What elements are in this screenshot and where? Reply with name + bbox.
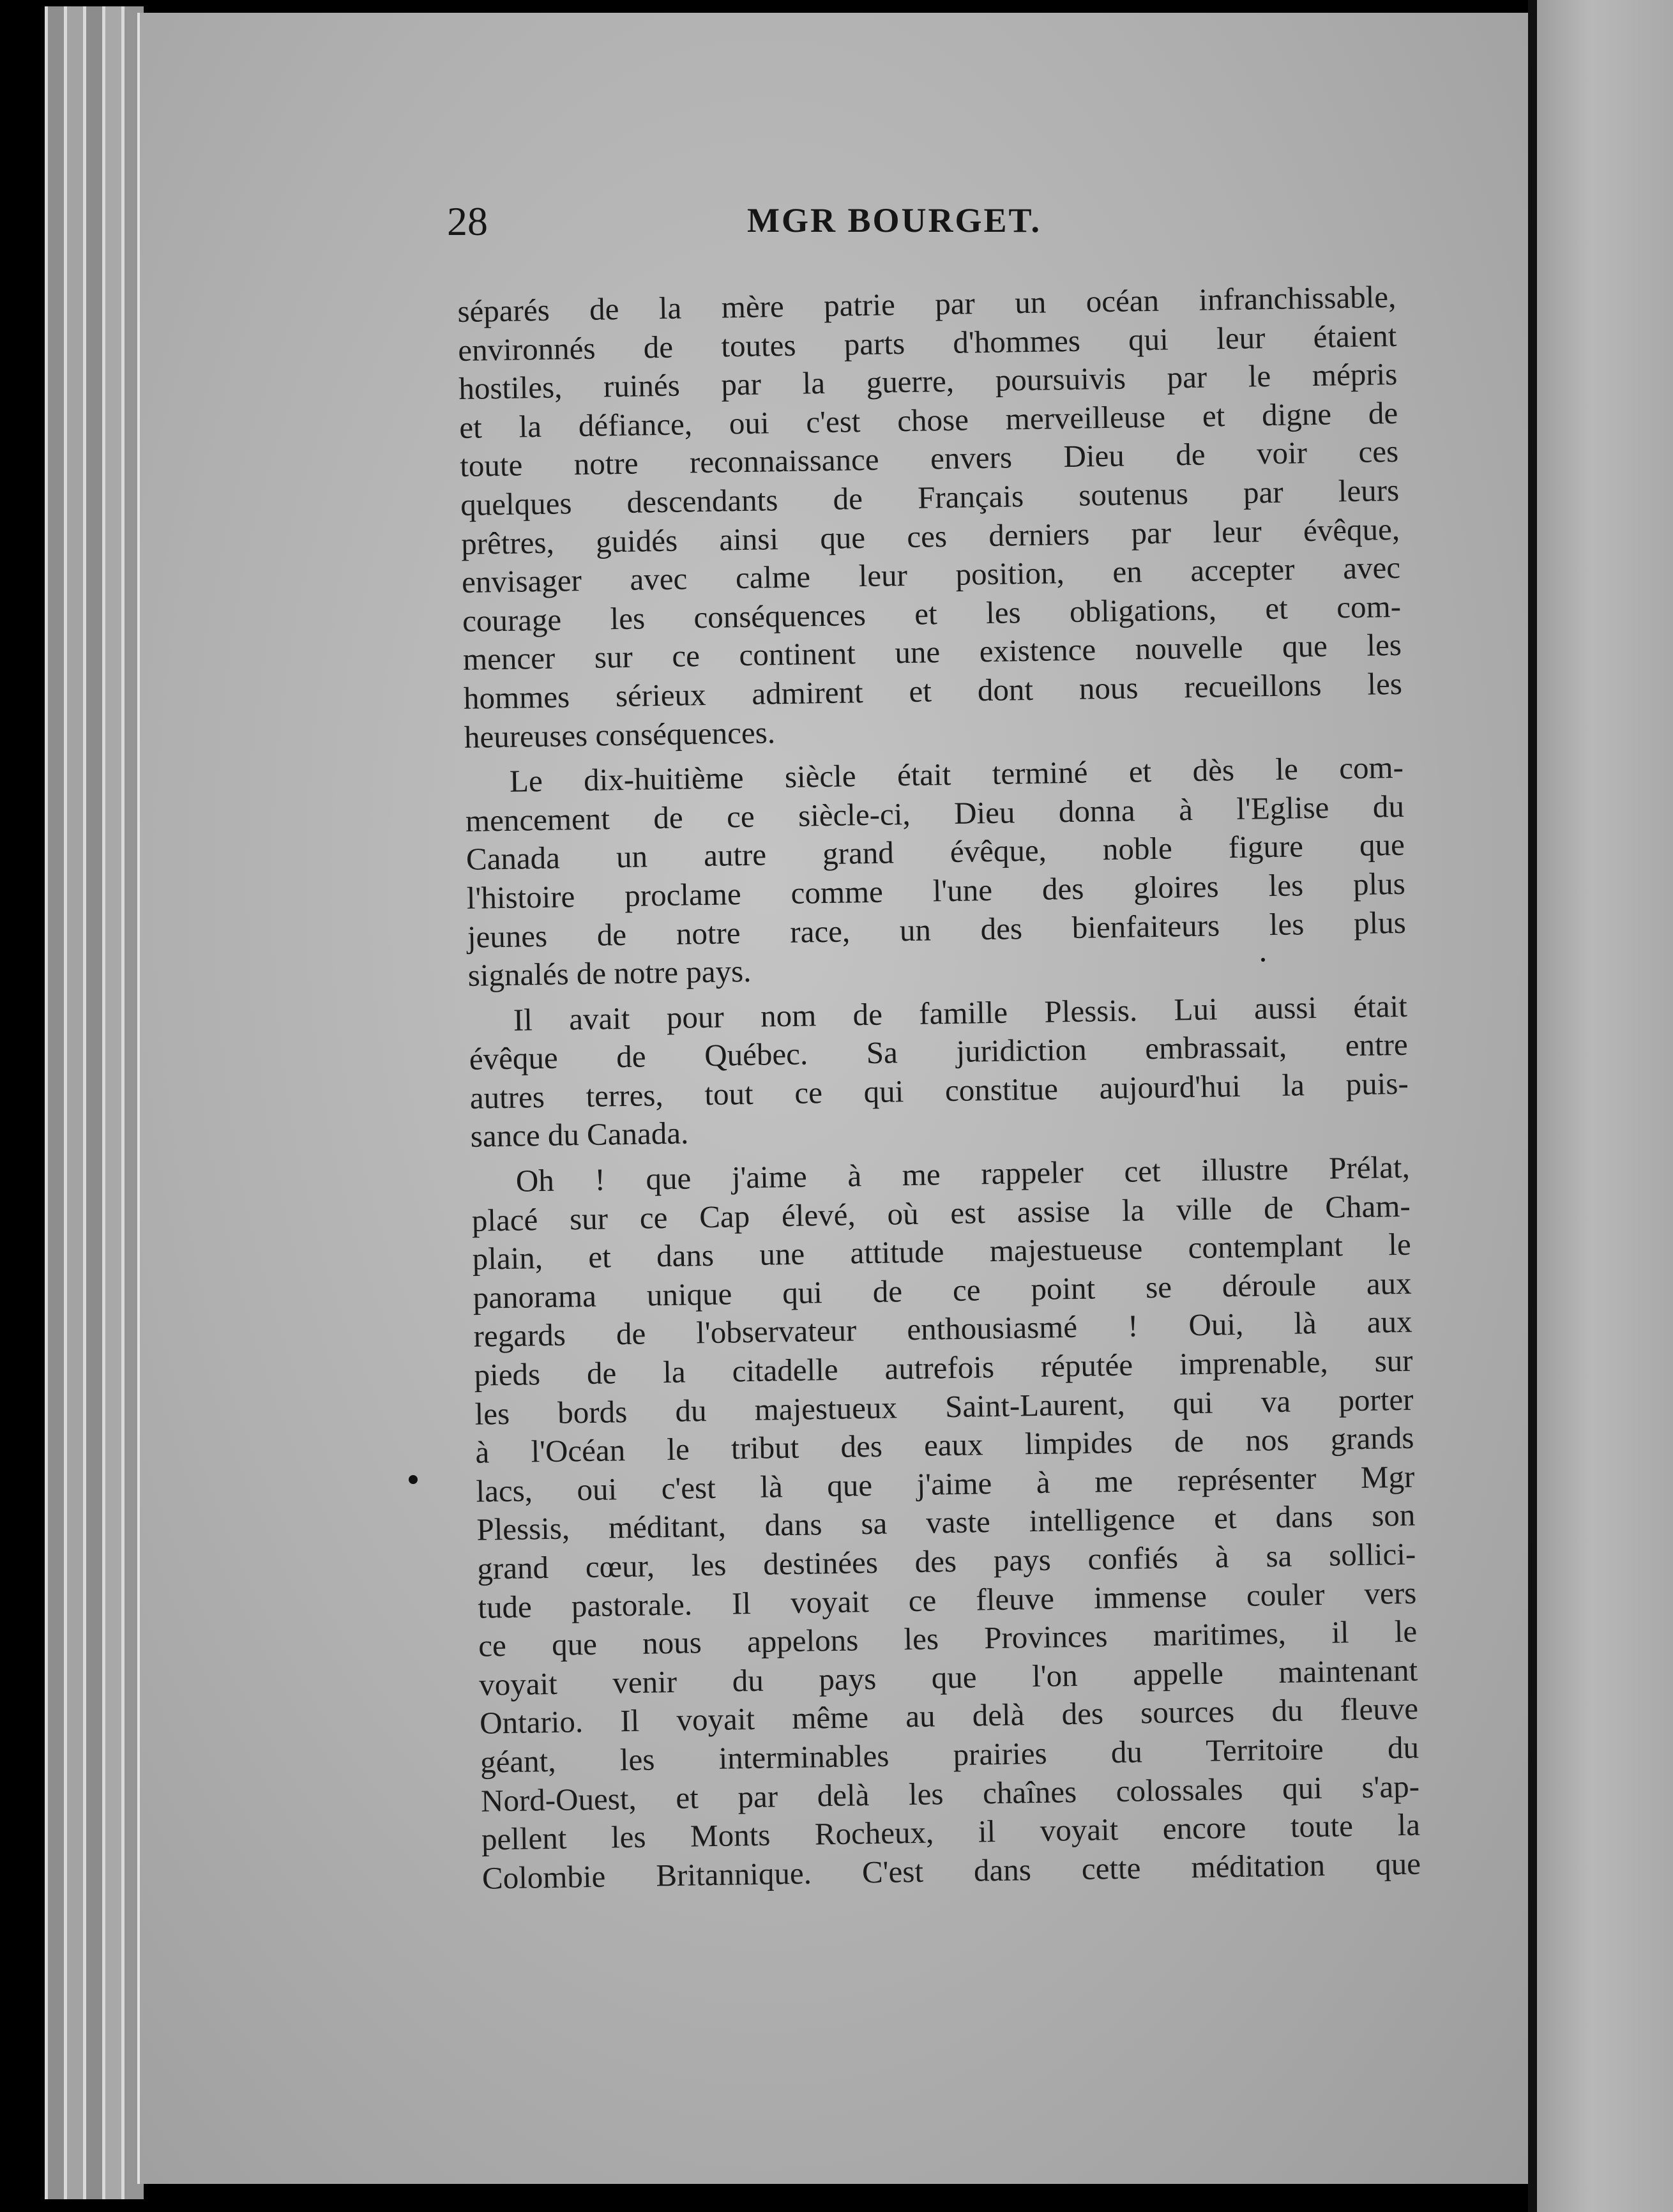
text-line: et la défiance, oui c'est chose merveilleuse et digne de bbox=[458, 395, 1398, 445]
text-line: quelques descendants de Français soutenus par leurs bbox=[460, 472, 1400, 522]
paragraph bbox=[468, 987, 1409, 1156]
page-number: 28 bbox=[447, 199, 488, 244]
text-line: mencement de ce siècle-ci, Dieu donna à l'Eglise du bbox=[465, 788, 1405, 838]
text-line: les bords du majestueux Saint-Laurent, qui va porter bbox=[474, 1381, 1414, 1432]
text-line: voyait venir du pays que l'on appelle maintenant bbox=[478, 1652, 1418, 1702]
text-line: regards de l'observateur enthousiasmé ! Oui, là aux bbox=[473, 1304, 1412, 1354]
text-line: courage les conséquences et les obligations, et com- bbox=[462, 588, 1402, 639]
text-line: évêque de Québec. Sa juridiction embrassait, entre bbox=[469, 1027, 1409, 1077]
text-line: ce que nous appelons les Provinces maritimes, il le bbox=[478, 1613, 1418, 1663]
text-line: signalés de notre pays. bbox=[467, 953, 752, 993]
paragraph bbox=[457, 278, 1403, 757]
text-line: géant, les interminables prairies du Territoire du bbox=[480, 1729, 1419, 1780]
text-line: lacs, oui c'est là que j'aime à me représenter Mgr bbox=[476, 1458, 1415, 1509]
text-line: environnés de toutes parts d'hommes qui leur étaient bbox=[457, 317, 1397, 368]
text-line: sance du Canada. bbox=[470, 1115, 689, 1155]
ink-speck bbox=[1261, 958, 1265, 962]
text-line: Colombie Britannique. C'est dans cette méditation que bbox=[481, 1845, 1421, 1896]
facing-page bbox=[1537, 0, 1673, 2212]
text-line: plain, et dans une attitude majestueuse contemplant le bbox=[472, 1226, 1412, 1277]
text-line: Nord-Ouest, et par delà les chaînes colossales qui s'ap- bbox=[480, 1768, 1420, 1819]
text-line: Le dix-huitième siècle était terminé et dès le com- bbox=[509, 749, 1404, 799]
running-title: MGR BOURGET. bbox=[747, 201, 1042, 239]
text-line: envisager avec calme leur position, en accepter avec bbox=[461, 550, 1401, 600]
text-line: à l'Océan le tribut des eaux limpides de nos grands bbox=[475, 1420, 1414, 1470]
text-line: panorama unique qui de ce point se déroule aux bbox=[473, 1265, 1412, 1315]
text-line: grand cœur, les destinées des pays confiés à sa sollici- bbox=[476, 1536, 1416, 1586]
text-line: pellent les Monts Rocheux, il voyait encore toute la bbox=[481, 1807, 1421, 1857]
text-line: tude pastorale. Il voyait ce fleuve immense couler vers bbox=[477, 1575, 1417, 1625]
body-text bbox=[457, 278, 1421, 1898]
text-line: Canada un autre grand évêque, noble figure que bbox=[466, 827, 1405, 877]
text-line: autres terres, tout ce qui constitue aujourd'hui la puis- bbox=[469, 1065, 1409, 1116]
text-line: mencer sur ce continent une existence nouvelle que les bbox=[462, 627, 1402, 678]
paragraph bbox=[471, 1148, 1421, 1898]
text-line: pieds de la citadelle autrefois réputée imprenable, sur bbox=[474, 1342, 1413, 1393]
text-line: jeunes de notre race, un des bienfaiteurs les plus bbox=[467, 904, 1407, 955]
text-line: hostiles, ruinés par la guerre, poursuivis par le mépris bbox=[458, 356, 1398, 407]
text-line: placé sur ce Cap élevé, où est assise la ville de Cham- bbox=[471, 1188, 1411, 1238]
text-line: hommes sérieux admirent et dont nous recueillons les bbox=[463, 665, 1403, 716]
book-gutter bbox=[1528, 0, 1537, 2212]
page-header bbox=[447, 192, 1405, 262]
paragraph bbox=[465, 748, 1407, 996]
text-line: prêtres, guidés ainsi que ces derniers par leur évêque, bbox=[460, 511, 1400, 561]
ink-speck bbox=[409, 1475, 418, 1484]
text-line: Plessis, méditant, dans sa vaste intelligence et dans son bbox=[476, 1497, 1416, 1548]
text-line: Il avait pour nom de famille Plessis. Lui aussi était bbox=[513, 988, 1408, 1038]
text-line: toute notre reconnaissance envers Dieu de voir ces bbox=[459, 434, 1399, 484]
text-line: l'histoire proclame comme l'une des gloires les plus bbox=[466, 865, 1406, 916]
text-line: Oh ! que j'aime à me rappeler cet illustre Prélat, bbox=[515, 1149, 1411, 1199]
text-line: séparés de la mère patrie par un océan infranchissable, bbox=[457, 278, 1397, 329]
text-line: heureuses conséquences. bbox=[464, 714, 776, 755]
text-line: Ontario. Il voyait même au delà des sources du fleuve bbox=[479, 1691, 1419, 1741]
